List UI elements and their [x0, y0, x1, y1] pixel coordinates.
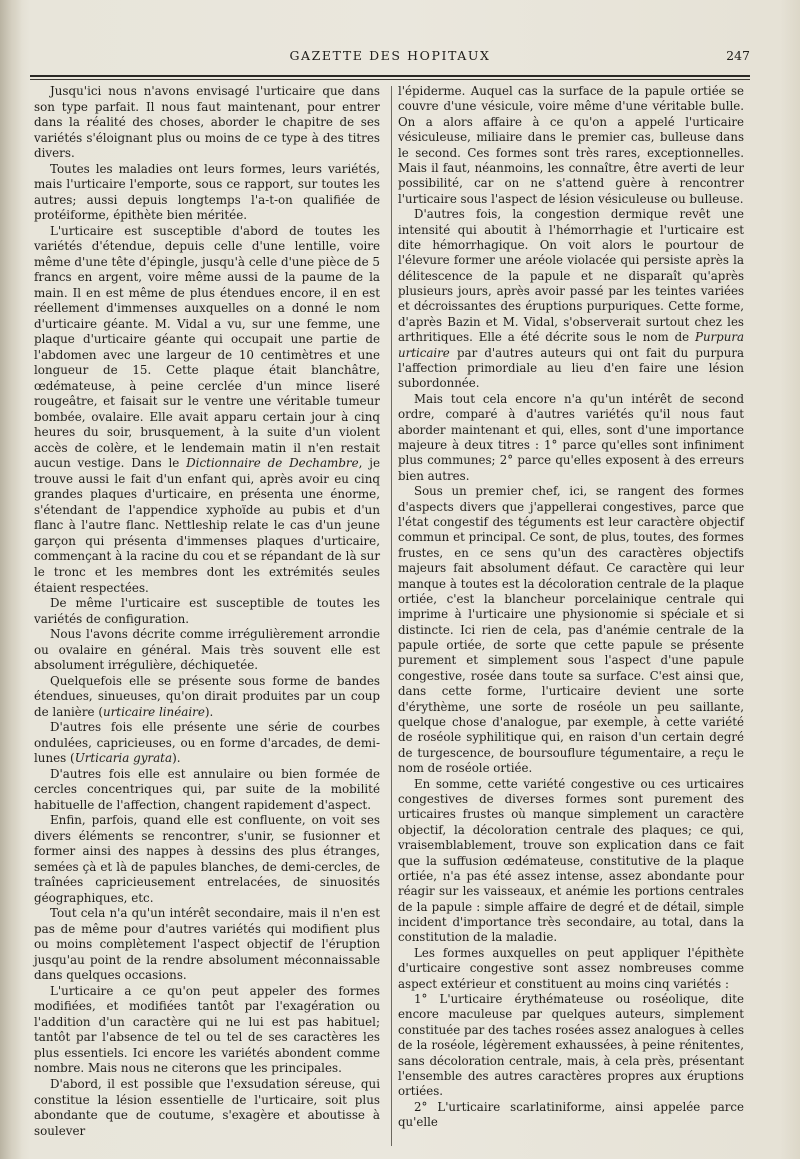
paragraph — [34, 224, 380, 596]
italic-reference: urticaire linéaire — [102, 704, 205, 719]
paragraph: 1° L'urticaire érythémateuse ou roséolique, dite encore maculeuse par quelques auteurs, simplement constituée par des taches rosées assez analogues à celles de la roséole, légèrement exhaussées, à peine rénitentes, sans décoloration centrale, mais, à cela près, présentant l'ensemble des autres caractères propres aux éruptions ortiées. — [398, 992, 744, 1099]
paragraph: Les formes auxquelles on peut appliquer l'épithète d'urticaire congestive sont assez nombreuses comme aspect extérieur et constituent au moins cinq variétés : — [398, 945, 744, 991]
paragraph-text: ). — [172, 751, 181, 766]
paragraph — [34, 720, 380, 767]
paragraph: Nous l'avons décrite comme irrégulièrement arrondie ou ovalaire en général. Mais très souvent elle est absolument irrégulière, déchiquetée. — [34, 627, 380, 673]
paragraph-text: D'autres fois, la congestion dermique revêt une intensité qui aboutit à l'hémorrhagie et l'urticaire est dite hémorrhagique. On voit alors le pourtour de l'élevure former une aréole violacée qui persiste après la délitescence de la papule et ne disparaît qu'après plusieurs jours, après avoir passé par les teintes variées et décroissantes des éruptions purpuriques. Cette forme, d'après Bazin et M. Vidal, s'observerait surtout chez les arthritiques. Elle a été décrite sous le nom de — [398, 207, 744, 345]
italic-reference: Urticaria gyrata — [74, 751, 173, 766]
paragraph — [34, 674, 380, 721]
paragraph: Toutes les maladies ont leurs formes, leurs variétés, mais l'urticaire l'emporte, sous ce rapport, sur toutes les autres; aussi depuis longtemps l'a-t-on qualifiée de protéiforme, épithète bien méritée. — [34, 161, 380, 223]
paragraph-text: par d'autres auteurs qui ont fait du purpura l'affection primordiale au lieu d'en faire une lésion subordonnée. — [398, 345, 744, 391]
column-divider — [391, 86, 392, 1146]
paragraph-text: D'autres fois elle présente une série de courbes ondulées, capricieuses, ou en forme d'arcades, de demi-lunes ( — [34, 720, 380, 766]
paragraph: D'abord, il est possible que l'exsudation séreuse, qui constitue la lésion essentielle de l'urticaire, soit plus abondante que de coutume, s'exagère et aboutisse à soulever — [34, 1077, 380, 1138]
paragraph: En somme, cette variété congestive ou ces urticaires congestives de diverses formes sont purement des urticaires frustes où manque simplement un caractère objectif, la décoloration centrale des plaques; ce qui, vraisemblablement, trouve son explication dans ce fait que la suffusion œdémateuse, constitutive de la plaque ortiée, n'a pas été assez intense, assez abondante pour réagir sur les vaisseaux, et anémie les portions centrales de la papule : simple affaire de degré et de détail, simple incident d'importance très secondaire, au total, dans la constitution de la maladie. — [398, 776, 744, 945]
header-rule-thick — [30, 75, 750, 77]
page-binding-shadow — [0, 0, 22, 1159]
paragraph-text: , je trouve aussi le fait d'un enfant qui, après avoir eu cinq grandes plaques d'urticaire, en présenta une énorme, s'étendant de l'appendice xyphoïde au pubis et d'un flanc à l'autre flanc. Nettleship relate le cas d'un jeune garçon qui présenta d'immenses plaques d'urticaire, commençant à la racine du cou et se répandant de là sur le tronc et les membres dont les extrémités seules étaient respectées. — [34, 456, 380, 595]
italic-reference: Dictionnaire de Dechambre — [186, 456, 359, 471]
paragraph: D'autres fois elle est annulaire ou bien formée de cercles concentriques qui, par suite de la mobilité habituelle de l'affection, changent rapidement d'aspect. — [34, 766, 380, 812]
header-rule-thin — [30, 79, 750, 80]
paragraph — [398, 207, 744, 392]
paragraph-text: L'urticaire est susceptible d'abord de toutes les variétés d'étendue, depuis celle d'une lentille, voire même d'une tête d'épingle, jusqu'à celle d'une pièce de 5 francs en argent, voire même aussi de la paume de la main. Il en est même de plus étendues encore, il en est réellement d'immenses auxquelles on a donné le nom d'urticaire géante. M. Vidal a vu, sur une femme, une plaque d'urticaire géante qui occupait une partie de l'abdomen avec une largeur de 10 centimètres et une longueur de 15. Cette plaque était blanchâtre, œdémateuse, à peine cerclée d'un mince liseré rougeâtre, et faisait sur le ventre une véritable tumeur bombée, ovalaire. Elle avait apparu certain jour à cinq heures du soir, brusquement, à la suite d'un violent accès de colère, et le lendemain matin il n'en restait aucun vestige. Dans le — [34, 223, 380, 471]
paragraph: L'urticaire a ce qu'on peut appeler des formes modifiées, et modifiées tantôt par l'exagération ou l'addition d'un caractère qui ne lui est pas habituel; tantôt par l'absence de tel ou tel de ses caractères les plus essentiels. Ici encore les variétés abondent comme nombre. Mais nous ne citerons que les principales. — [34, 983, 380, 1076]
paragraph-text: ). — [204, 704, 214, 719]
italic-reference: Purpura urticaire — [398, 330, 744, 360]
paragraph: 2° L'urticaire scarlatiniforme, ainsi appelée parce qu'elle — [398, 1099, 744, 1130]
paragraph: Mais tout cela encore n'a qu'un intérêt de second ordre, comparé à d'autres variétés qu'il nous faut aborder maintenant et qui, elles, sont d'une importance majeure à deux titres : 1° parce qu'elles sont infiniment plus communes; 2° parce qu'elles exposent à des erreurs bien autres. — [398, 391, 744, 483]
page-number: 247 — [726, 48, 750, 63]
paragraph: Jusqu'ici nous n'avons envisagé l'urticaire que dans son type parfait. Il nous faut maintenant, pour entrer dans la réalité des choses, aborder le chapitre de ses variétés s'éloignant plus ou moins de ce type à des titres divers. — [34, 84, 380, 161]
paragraph-text: Quelquefois elle se présente sous forme de bandes étendues, sinueuses, qu'on dirait produites par un coup de lanière ( — [34, 673, 380, 719]
paragraph: Sous un premier chef, ici, se rangent des formes d'aspects divers que j'appellerai congestives, parce que l'état congestif des téguments est leur caractère objectif commun et principal. Ce sont, de plus, toutes, des formes frustes, en ce sens qu'un des caractères objectifs majeurs fait absolument défaut. Ce caractère qui leur manque à toutes est la décoloration centrale de la plaque ortiée, c'est la blancheur porcelainique centrale qui imprime à l'urticaire une physionomie si spéciale et si distincte. Ici rien de cela, pas d'anémie centrale de la papule ortiée, de sorte que cette papule se présente purement et simplement sous l'aspect d'une papule congestive, rosée dans toute sa surface. C'est ainsi que, dans cette forme, l'urticaire devient une sorte d'érythème, une sorte de roséole un peu saillante, quelque chose d'analogue, par exemple, à cette variété de roséole syphilitique qui, en raison d'un certain degré de turgescence, de boursouflure tégumentaire, a reçu le nom de roséole ortiée. — [398, 484, 744, 776]
paragraph: Enfin, parfois, quand elle est confluente, on voit ses divers éléments se rencontrer, s'unir, se fusionner et former ainsi des nappes à dessins des plus étranges, semées çà et là de papules blanches, de demi-cercles, de traînées capricieusement entrelacées, de sinuosités géographiques, etc. — [34, 813, 380, 905]
page-header — [30, 44, 750, 74]
paragraph: De même l'urticaire est susceptible de toutes les variétés de configuration. — [34, 596, 380, 626]
left-column — [34, 84, 380, 1139]
paragraph: l'épiderme. Auquel cas la surface de la papule ortiée se couvre d'une vésicule, voire même d'une véritable bulle. On a alors affaire à ce qu'on a appelé l'urticaire vésiculeuse, miliaire dans le premier cas, bulleuse dans le second. Ces formes sont très rares, exceptionnelles. Mais il faut, néanmoins, les connaître, être averti de leur possibilité, car on ne s'attend guère à rencontrer l'urticaire sous l'aspect de lésion vésiculeuse ou bulleuse. — [398, 84, 744, 206]
paragraph: Tout cela n'a qu'un intérêt secondaire, mais il n'en est pas de même pour d'autres variétés qui modifient plus ou moins complètement l'aspect objectif de l'éruption jusqu'au point de la rendre absolument méconnaissable dans quelques occasions. — [34, 906, 380, 983]
running-title: GAZETTE DES HOPITAUX — [289, 48, 491, 63]
right-column — [398, 84, 744, 1131]
